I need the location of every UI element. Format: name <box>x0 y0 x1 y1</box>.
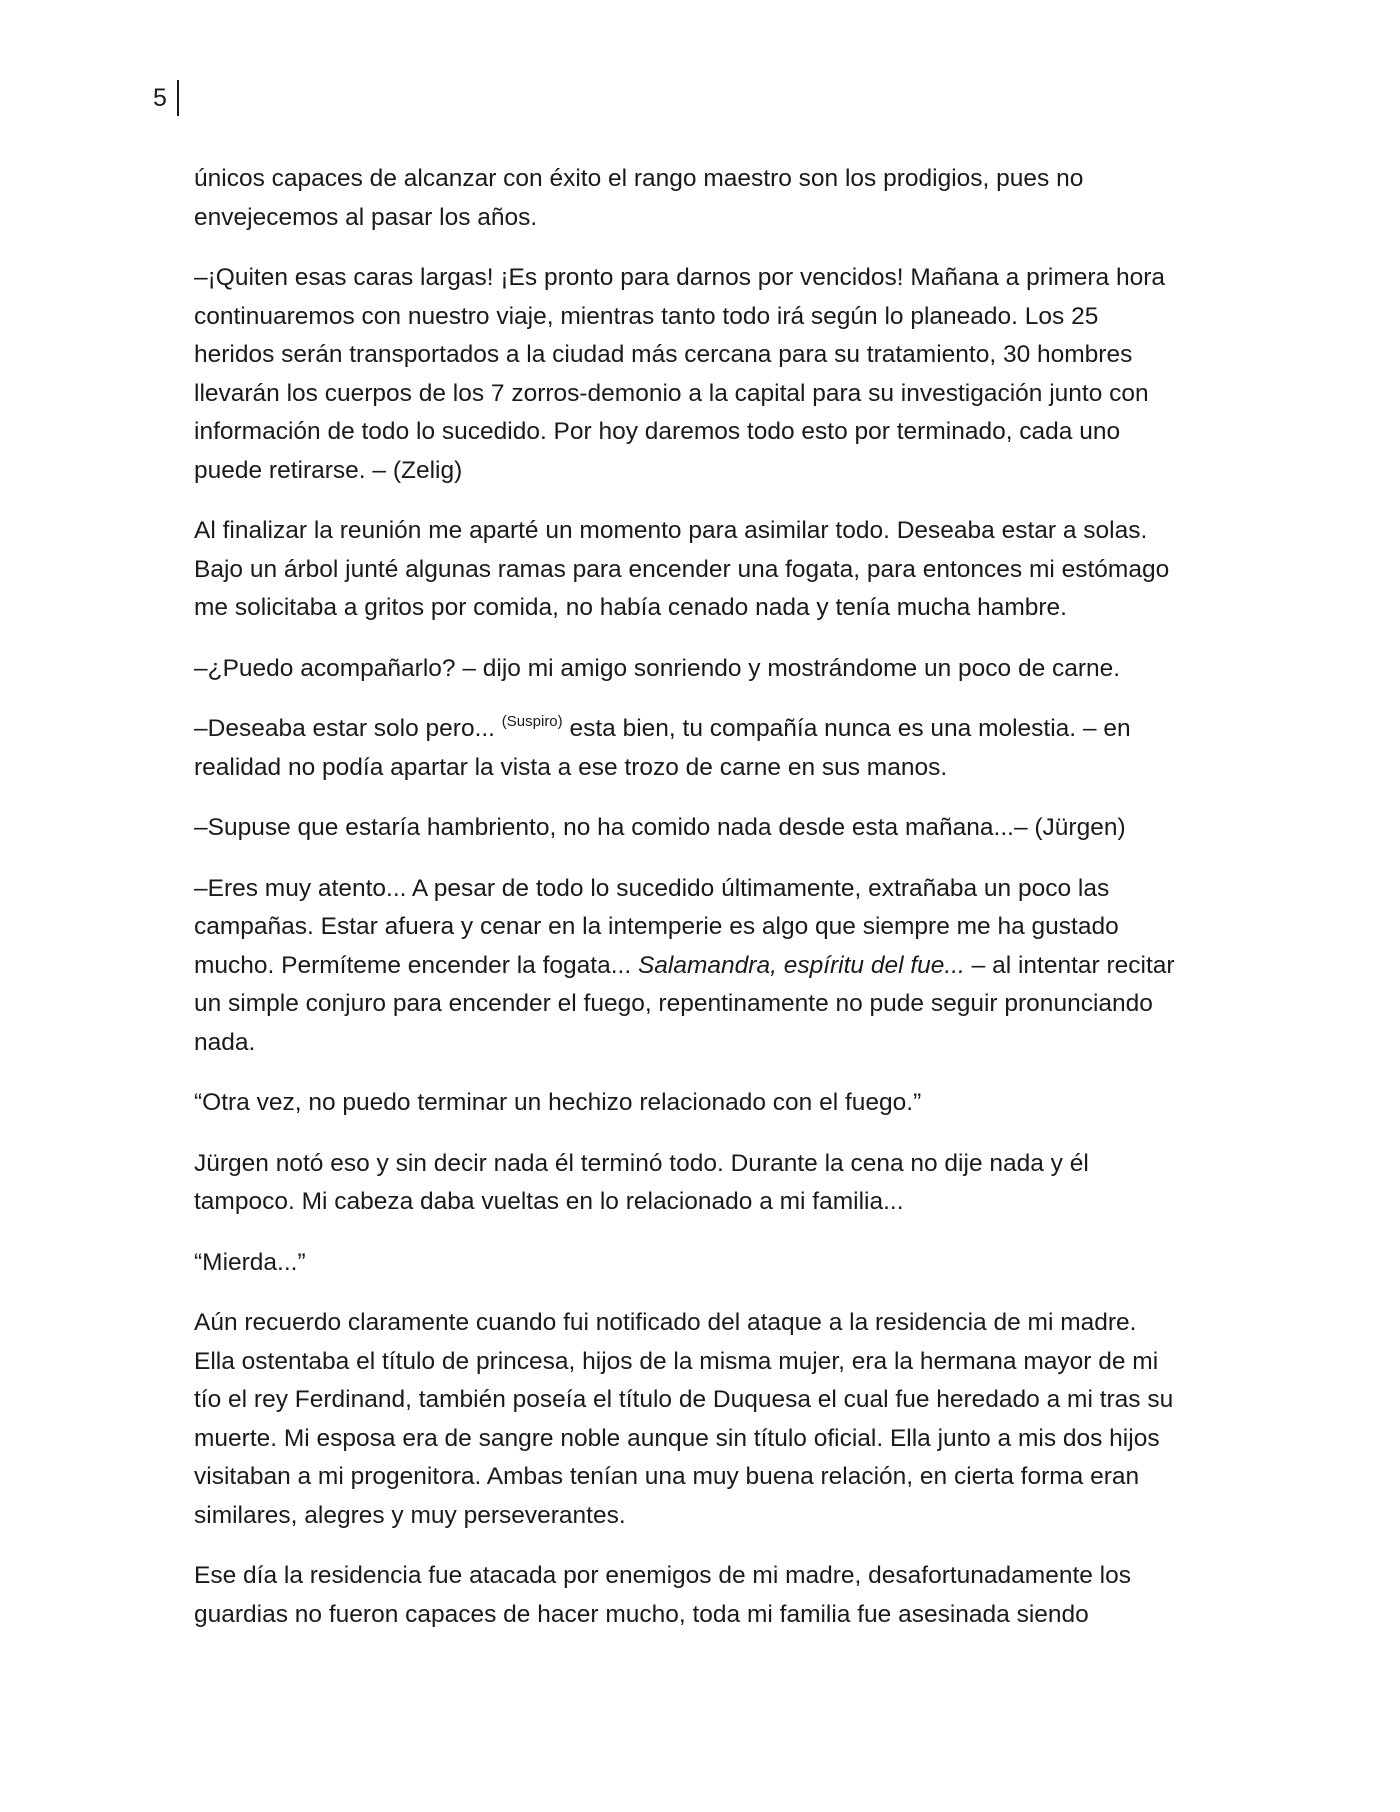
text-line: guardias no fueron capaces de hacer mucho, toda mi familia fue asesinada siendo <box>194 1600 1089 1628</box>
text-segment: – al intentar recitar <box>964 951 1175 979</box>
text-line: Bajo un árbol junté algunas ramas para encender una fogata, para entonces mi estómago <box>194 555 1170 583</box>
text-line: Al finalizar la reunión me aparté un momento para asimilar todo. Deseaba estar a solas. <box>194 517 1148 544</box>
paragraph <box>194 259 1214 490</box>
text-line: “Otra vez, no puedo terminar un hechizo relacionado con el fuego.” <box>194 1089 922 1116</box>
paragraph <box>194 809 1214 848</box>
text-line: un simple conjuro para encender el fuego, repentinamente no pude seguir pronunciando <box>194 990 1153 1017</box>
text-line: campañas. Estar afuera y cenar en la intemperie es algo que siempre me ha gustado <box>194 913 1119 940</box>
text-line: llevarán los cuerpos de los 7 zorros-demonio a la capital para su investigación junto con <box>194 379 1149 407</box>
text-line: información de todo lo sucedido. Por hoy daremos todo esto por terminado, cada uno <box>194 418 1121 445</box>
paragraph <box>194 870 1214 1063</box>
paragraph <box>194 710 1214 787</box>
text-line: nada. <box>194 1028 256 1056</box>
text-line: tío el rey Ferdinand, también poseía el título de Duquesa el cual fue heredado a mi tras su <box>194 1386 1174 1413</box>
text-line: me solicitaba a gritos por comida, no había cenado nada y tenía mucha hambre. <box>194 594 1067 621</box>
text-line: muerte. Mi esposa era de sangre noble aunque sin título oficial. Ella junto a mis dos hijos <box>194 1424 1160 1452</box>
text-line: Aún recuerdo claramente cuando fui notificado del ataque a la residencia de mi madre. <box>194 1309 1137 1336</box>
page-header <box>153 80 179 116</box>
text-line: –Eres muy atento... A pesar de todo lo sucedido últimamente, extrañaba un poco las <box>194 874 1110 902</box>
paragraph <box>194 1084 1214 1123</box>
text-line: Ella ostentaba el título de princesa, hijos de la misma mujer, era la hermana mayor de mi <box>194 1347 1159 1375</box>
text-segment: esta bien, tu compañía nunca es una molestia. – en <box>562 715 1131 742</box>
text-line: –¿Puedo acompañarlo? – dijo mi amigo sonriendo y mostrándome un poco de carne. <box>194 654 1121 682</box>
text-line: similares, alegres y muy perseverantes. <box>194 1501 626 1529</box>
text-line: “Mierda...” <box>194 1248 306 1276</box>
text-segment: –Deseaba estar solo pero... <box>194 715 502 742</box>
superscript-note: (Suspiro) <box>501 713 563 730</box>
paragraph <box>194 160 1214 237</box>
paragraph <box>194 512 1214 628</box>
text-segment: mucho. Permíteme encender la fogata... <box>194 951 638 979</box>
text-line: envejecemos al pasar los años. <box>194 203 538 231</box>
paragraph <box>194 1244 1214 1283</box>
text-line: únicos capaces de alcanzar con éxito el rango maestro son los prodigios, pues no <box>194 165 1084 192</box>
text-line: tampoco. Mi cabeza daba vueltas en lo relacionado a mi familia... <box>194 1188 904 1215</box>
text-line: heridos serán transportados a la ciudad más cercana para su tratamiento, 30 hombres <box>194 341 1133 368</box>
text-line: –Supuse que estaría hambriento, no ha comido nada desde esta mañana...– (Jürgen) <box>194 814 1126 841</box>
text-line: realidad no podía apartar la vista a ese trozo de carne en sus manos. <box>194 753 948 781</box>
text-line: puede retirarse. – (Zelig) <box>194 456 463 484</box>
text-line: Ese día la residencia fue atacada por enemigos de mi madre, desafortunadamente los <box>194 1562 1132 1589</box>
text-line: –¡Quiten esas caras largas! ¡Es pronto para darnos por vencidos! Mañana a primera hora <box>194 264 1165 291</box>
text-line: Jürgen notó eso y sin decir nada él terminó todo. Durante la cena no dije nada y él <box>194 1149 1089 1177</box>
paragraph <box>194 1304 1214 1535</box>
paragraph <box>194 1145 1214 1222</box>
text-line: visitaban a mi progenitora. Ambas tenían una muy buena relación, en cierta forma eran <box>194 1463 1140 1490</box>
document-body <box>194 160 1214 1656</box>
page-number: 5 <box>153 84 167 112</box>
paragraph <box>194 1557 1214 1634</box>
header-divider <box>177 80 179 116</box>
italic-incantation: Salamandra, espíritu del fue... <box>637 951 965 979</box>
text-line: continuaremos con nuestro viaje, mientras tanto todo irá según lo planeado. Los 25 <box>194 302 1099 330</box>
paragraph <box>194 650 1214 689</box>
